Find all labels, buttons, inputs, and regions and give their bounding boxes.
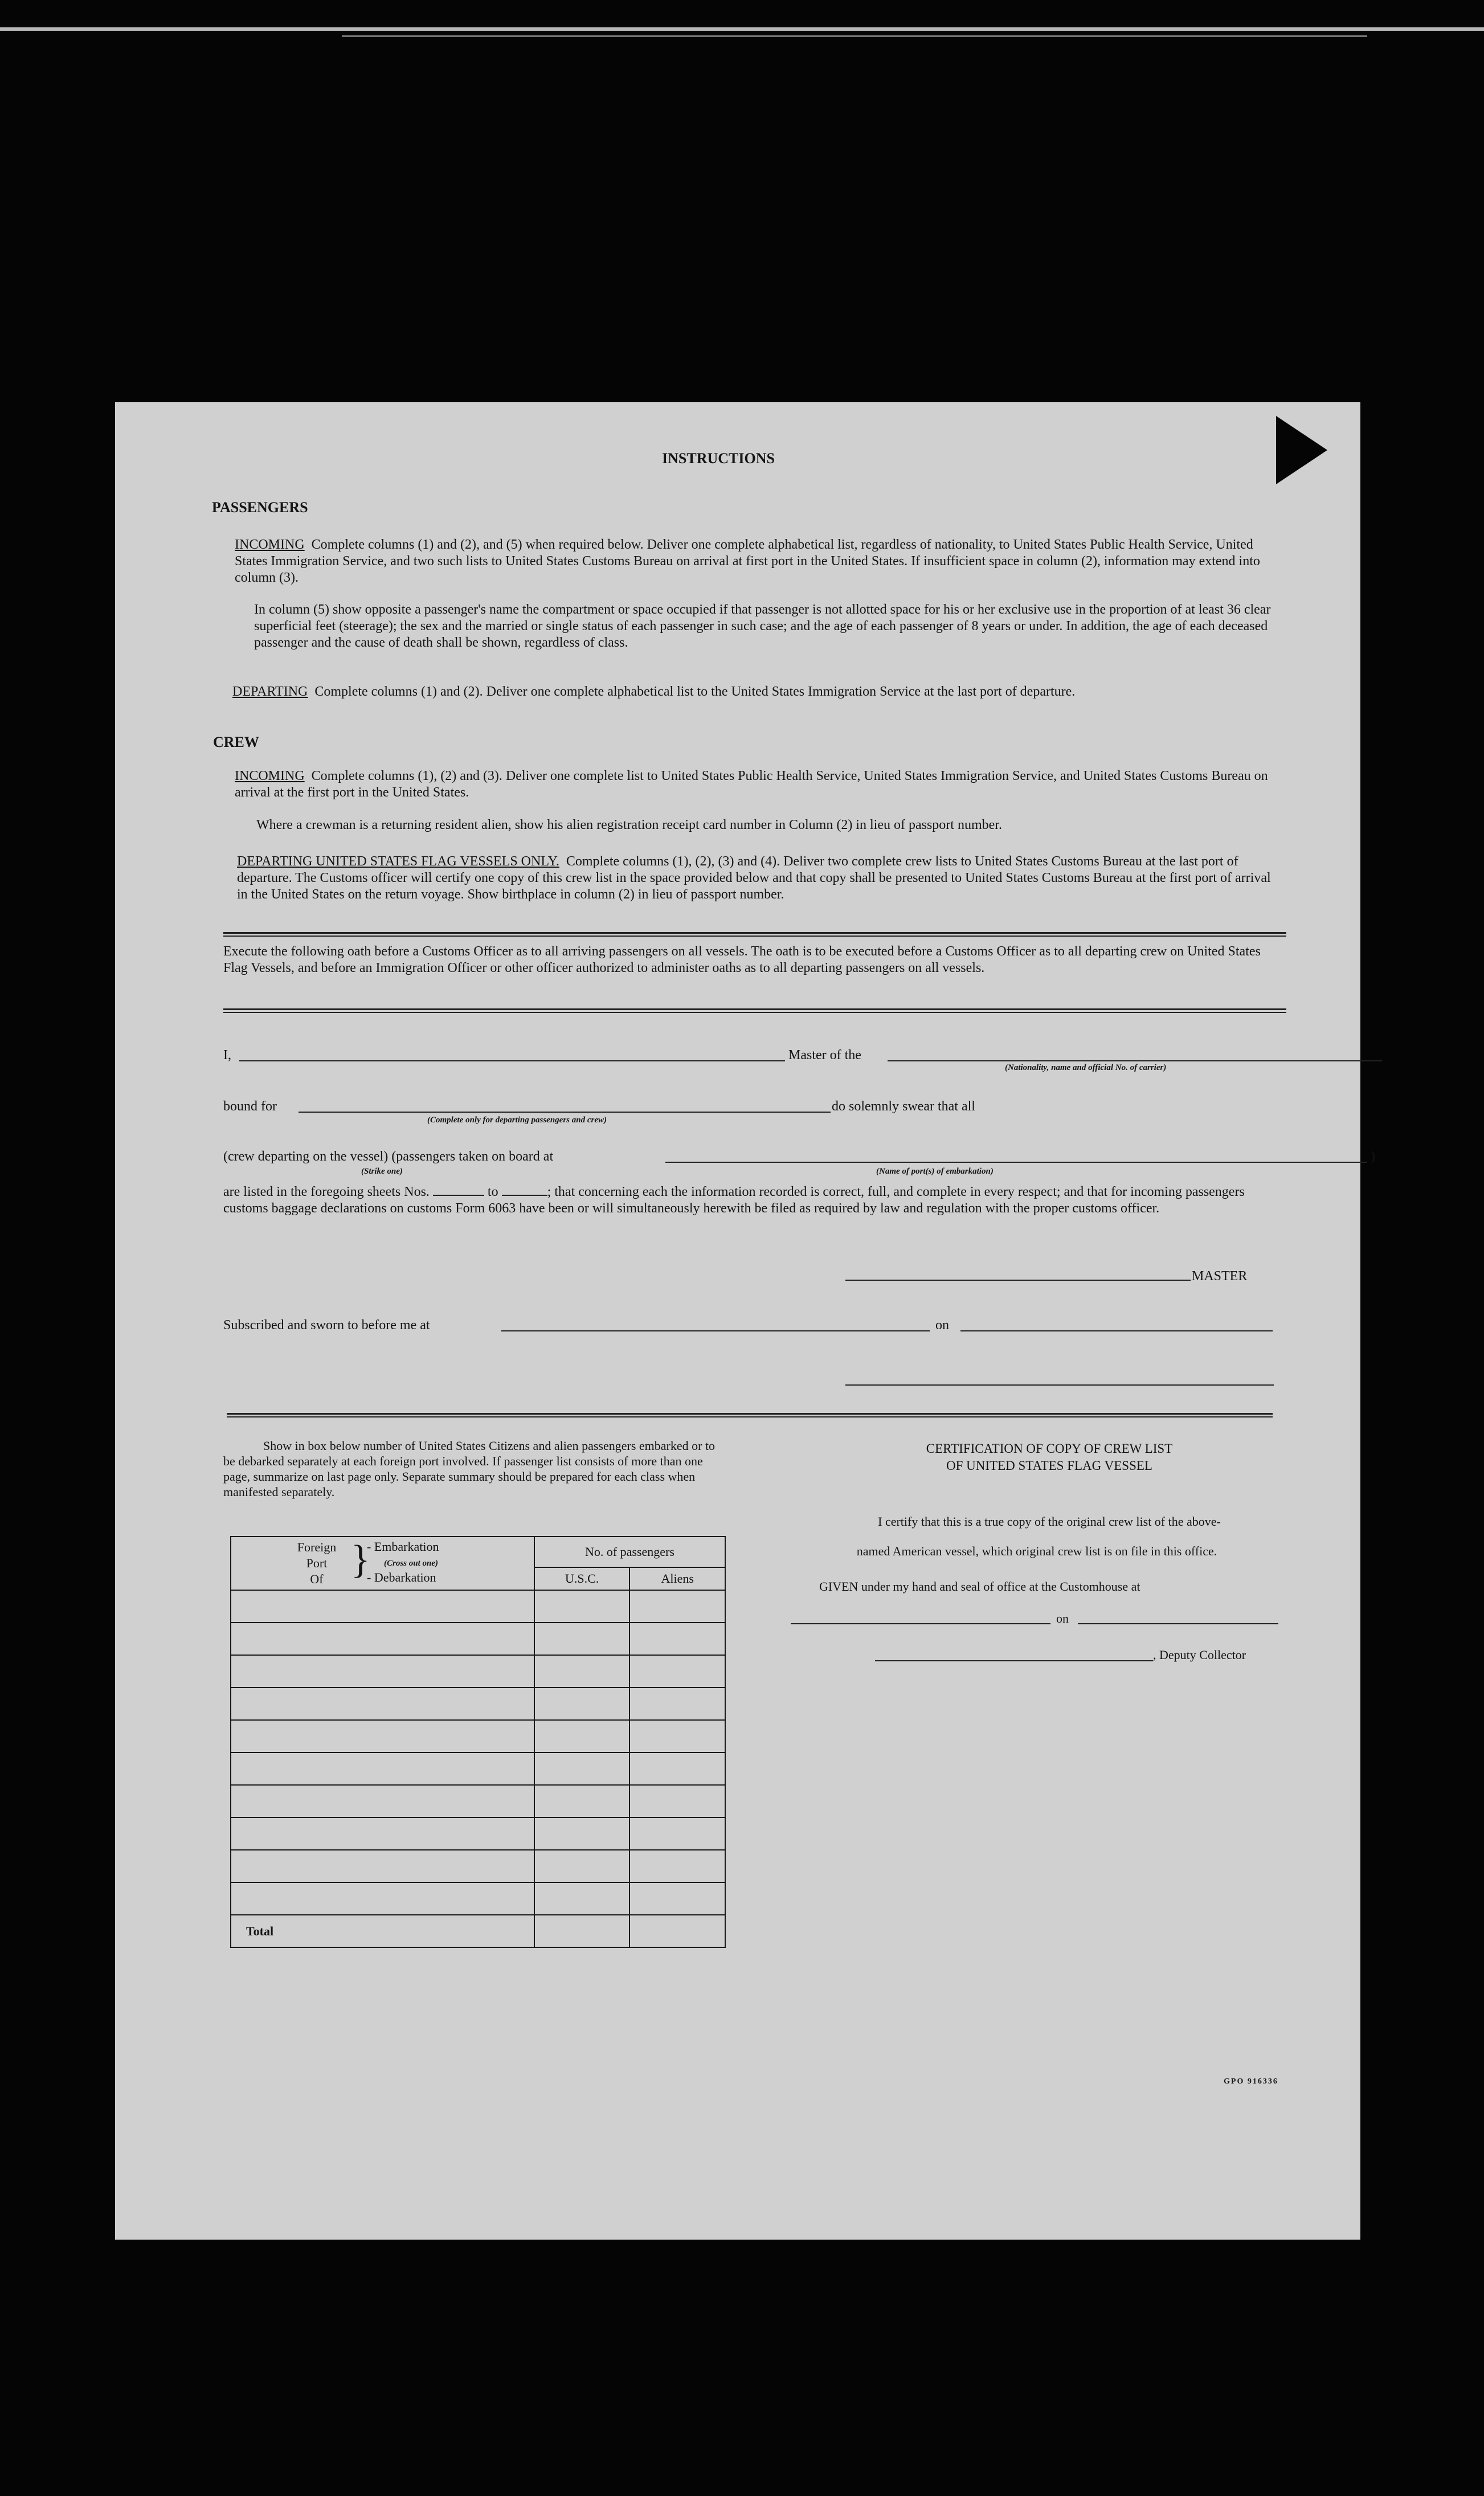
aliens-cell[interactable] (629, 1817, 725, 1850)
passengers-col5-paragraph: In column (5) show opposite a passenger's name the compartment or space occupied if that passenger is not allotted space for his or her exclusive use in the proportion of at least 36 clear superficial feet (steerage); the sex and the married or single status of each passenger in such case; and the age of each passenger of 8 years or under. In addition, the age of each deceased passenger and the cause of death shall be shown, regardless of class. (254, 602, 1271, 650)
section-rule-bottom (227, 1413, 1273, 1415)
debarkation-label[interactable]: - Debarkation (367, 1570, 436, 1584)
crew-departing-text: Complete columns (1), (2), (3) and (4). Deliver two complete crew lists to United States Customs Bureau at the last port of departure. The Customs officer will certify one copy of this crew list in the space provided below and that copy shall be presented to United States Customs Bureau at the first port of arrival in the United States on the return voyage. Show birthplace in column (2) in lieu of passport number. (237, 854, 1271, 902)
cert-text-1: I certify that this is a true copy of the original crew list of the above- (878, 1514, 1221, 1529)
table-row (231, 1817, 725, 1850)
master-name-field[interactable] (239, 1060, 785, 1061)
section-rule-bottom-2 (227, 1416, 1273, 1417)
usc-cell[interactable] (534, 1623, 630, 1655)
aliens-cell[interactable] (629, 1688, 725, 1720)
aliens-cell[interactable] (629, 1752, 725, 1785)
total-aliens-cell[interactable] (629, 1915, 725, 1947)
usc-cell[interactable] (534, 1720, 630, 1752)
port-cell[interactable] (231, 1817, 534, 1850)
port-cell[interactable] (231, 1623, 534, 1655)
film-edge-line (0, 27, 1484, 31)
crew-resident-paragraph: Where a crewman is a returning resident alien, show his alien registration receipt card number in Column (2) in lieu of passport number. (256, 818, 1002, 832)
master-signature-field[interactable] (845, 1280, 1191, 1281)
close-paren: ) (1371, 1149, 1375, 1164)
sheets-paragraph (223, 1184, 1284, 1217)
torn-corner-shadow (1276, 416, 1327, 484)
swear-text: do solemnly swear that all (832, 1099, 975, 1114)
sheet-to-field[interactable] (502, 1195, 547, 1196)
cert-date-field[interactable] (1078, 1623, 1278, 1624)
cross-out-caption: (Cross out one) (384, 1559, 439, 1568)
cert-heading (821, 1440, 1277, 1474)
brace-icon: } (351, 1538, 370, 1582)
officer-signature-field[interactable] (845, 1384, 1274, 1386)
passengers-departing-label: DEPARTING (232, 684, 308, 699)
usc-cell[interactable] (534, 1785, 630, 1817)
no-passengers-header: No. of passengers (534, 1537, 725, 1567)
nationality-caption: (Nationality, name and official No. of carrier) (1005, 1063, 1167, 1072)
page-title: INSTRUCTIONS (662, 450, 775, 467)
table-row (231, 1655, 725, 1688)
passengers-incoming-label: INCOMING (235, 537, 305, 552)
usc-cell[interactable] (534, 1752, 630, 1785)
passengers-incoming-paragraph (235, 537, 1283, 586)
aliens-header: Aliens (629, 1567, 725, 1590)
aliens-cell[interactable] (629, 1655, 725, 1688)
subscribed-label: Subscribed and sworn to before me at (223, 1318, 430, 1333)
deputy-collector-label: , Deputy Collector (1153, 1648, 1246, 1662)
total-label: Total (231, 1915, 534, 1947)
cert-text-3: GIVEN under my hand and seal of office at the Customhouse at (819, 1579, 1140, 1594)
usc-cell[interactable] (534, 1850, 630, 1882)
passengers-departing-paragraph (232, 684, 1283, 700)
usc-cell[interactable] (534, 1688, 630, 1720)
port-of-embarkation-field[interactable] (665, 1162, 1367, 1163)
table-row (231, 1623, 725, 1655)
ports-table (230, 1536, 726, 1948)
port-cell[interactable] (231, 1882, 534, 1915)
foreign-label: Foreign (297, 1540, 337, 1554)
port-cell[interactable] (231, 1752, 534, 1785)
form-page (115, 402, 1375, 2240)
bound-for-caption: (Complete only for departing passengers and crew) (427, 1116, 607, 1125)
port-cell[interactable] (231, 1655, 534, 1688)
crew-incoming-paragraph (235, 768, 1283, 801)
aliens-cell[interactable] (629, 1720, 725, 1752)
usc-header: U.S.C. (534, 1567, 630, 1590)
usc-cell[interactable] (534, 1590, 630, 1623)
section-rule-oath (223, 1008, 1286, 1010)
cert-on-label: on (1056, 1611, 1069, 1625)
cert-heading-line-1: CERTIFICATION OF COPY OF CREW LIST (926, 1441, 1173, 1456)
crew-departing-choice: (crew departing on the vessel) (passengers taken on board at (223, 1149, 554, 1164)
deputy-signature-field[interactable] (875, 1660, 1153, 1661)
ports-header-cell (231, 1537, 534, 1590)
sheet-from-field[interactable] (433, 1195, 484, 1196)
usc-cell[interactable] (534, 1817, 630, 1850)
passengers-heading: PASSENGERS (212, 499, 308, 516)
port-cell[interactable] (231, 1688, 534, 1720)
port-cell[interactable] (231, 1590, 534, 1623)
aliens-cell[interactable] (629, 1785, 725, 1817)
table-row (231, 1688, 725, 1720)
section-rule-top (223, 932, 1286, 934)
strike-one-caption: (Strike one) (361, 1167, 403, 1176)
crew-heading: CREW (213, 734, 259, 750)
usc-cell[interactable] (534, 1655, 630, 1688)
sheets-to: to (487, 1184, 498, 1199)
cert-text-2: named American vessel, which original crew list is on file in this office. (856, 1544, 1217, 1558)
port-cell[interactable] (231, 1785, 534, 1817)
aliens-cell[interactable] (629, 1850, 725, 1882)
crew-departing-label: DEPARTING UNITED STATES FLAG VESSELS ONLY. (237, 854, 559, 869)
port-cell[interactable] (231, 1720, 534, 1752)
port-cell[interactable] (231, 1850, 534, 1882)
table-row (231, 1590, 725, 1623)
crew-departing-paragraph (237, 853, 1283, 903)
table-row (231, 1850, 725, 1882)
section-rule-oath-2 (223, 1012, 1286, 1013)
bound-for-label: bound for (223, 1099, 277, 1114)
section-rule-top-2 (223, 936, 1286, 937)
crew-incoming-text: Complete columns (1), (2) and (3). Deliver one complete list to United States Public Health Service, United States Immigration Service, and United States Customs Bureau on arrival at the first port in the United States. (235, 769, 1268, 800)
gpo-code: GPO 916336 (1224, 2077, 1278, 2086)
master-label: MASTER (1192, 1269, 1248, 1284)
aliens-cell[interactable] (629, 1882, 725, 1915)
table-row (231, 1882, 725, 1915)
crew-incoming-label: INCOMING (235, 769, 305, 783)
sworn-place-field[interactable] (501, 1330, 930, 1331)
sworn-on-label: on (935, 1318, 949, 1333)
total-usc-cell[interactable] (534, 1915, 630, 1947)
port-label: Port (306, 1556, 328, 1570)
sheets-text-b: ; that concerning each the information recorded is correct, full, and complete in every respect; and that for incoming passengers customs baggage declarations on customs Form 6063 have been or will simultaneously herewith be filed as required by law and regulation with the proper customs officer. (223, 1184, 1245, 1216)
table-row (231, 1720, 725, 1752)
box-instructions: Show in box below number of United States Citizens and alien passengers embarked or to be debarked separately at each foreign port involved. If passenger list consists of more than one page, summarize on last page only. Separate summary should be prepared for each class when manifested separately. (223, 1439, 716, 1499)
oath-intro: Execute the following oath before a Customs Officer as to all arriving passengers on all vessels. The oath is to be executed before a Customs Officer as to all departing crew on United States Flag Vessels, and before an Immigration Officer or other officer authorized to administer oaths as to all departing passengers on all vessels. (223, 944, 1261, 975)
sheets-text-a: are listed in the foregoing sheets Nos. (223, 1184, 430, 1199)
aliens-cell[interactable] (629, 1590, 725, 1623)
oath-master-of-label: Master of the (788, 1048, 861, 1063)
table-row (231, 1785, 725, 1817)
cert-heading-line-2: OF UNITED STATES FLAG VESSEL (946, 1459, 1152, 1473)
aliens-cell[interactable] (629, 1623, 725, 1655)
customhouse-field[interactable] (791, 1623, 1050, 1624)
table-row (231, 1752, 725, 1785)
oath-i-label: I, (223, 1048, 231, 1063)
embarkation-label[interactable]: - Embarkation (367, 1539, 439, 1554)
port-caption: (Name of port(s) of embarkation) (876, 1167, 994, 1176)
sworn-date-field[interactable] (960, 1330, 1273, 1331)
passengers-incoming-text: Complete columns (1) and (2), and (5) when required below. Deliver one complete alphabetical list, regardless of nationality, to United States Public Health Service, United States Immigration Service, and two such lists to United States Customs Bureau on arrival at first port in the United States. If insufficient space in column (2), information may extend into column (3). (235, 537, 1260, 585)
carrier-field[interactable] (888, 1060, 1382, 1061)
usc-cell[interactable] (534, 1882, 630, 1915)
bound-for-field[interactable] (299, 1112, 831, 1113)
total-row (231, 1915, 725, 1947)
film-edge-line-2 (342, 35, 1367, 37)
of-label: Of (310, 1572, 324, 1586)
passengers-departing-text: Complete columns (1) and (2). Deliver one complete alphabetical list to the United States Immigration Service at the last port of departure. (314, 684, 1076, 699)
